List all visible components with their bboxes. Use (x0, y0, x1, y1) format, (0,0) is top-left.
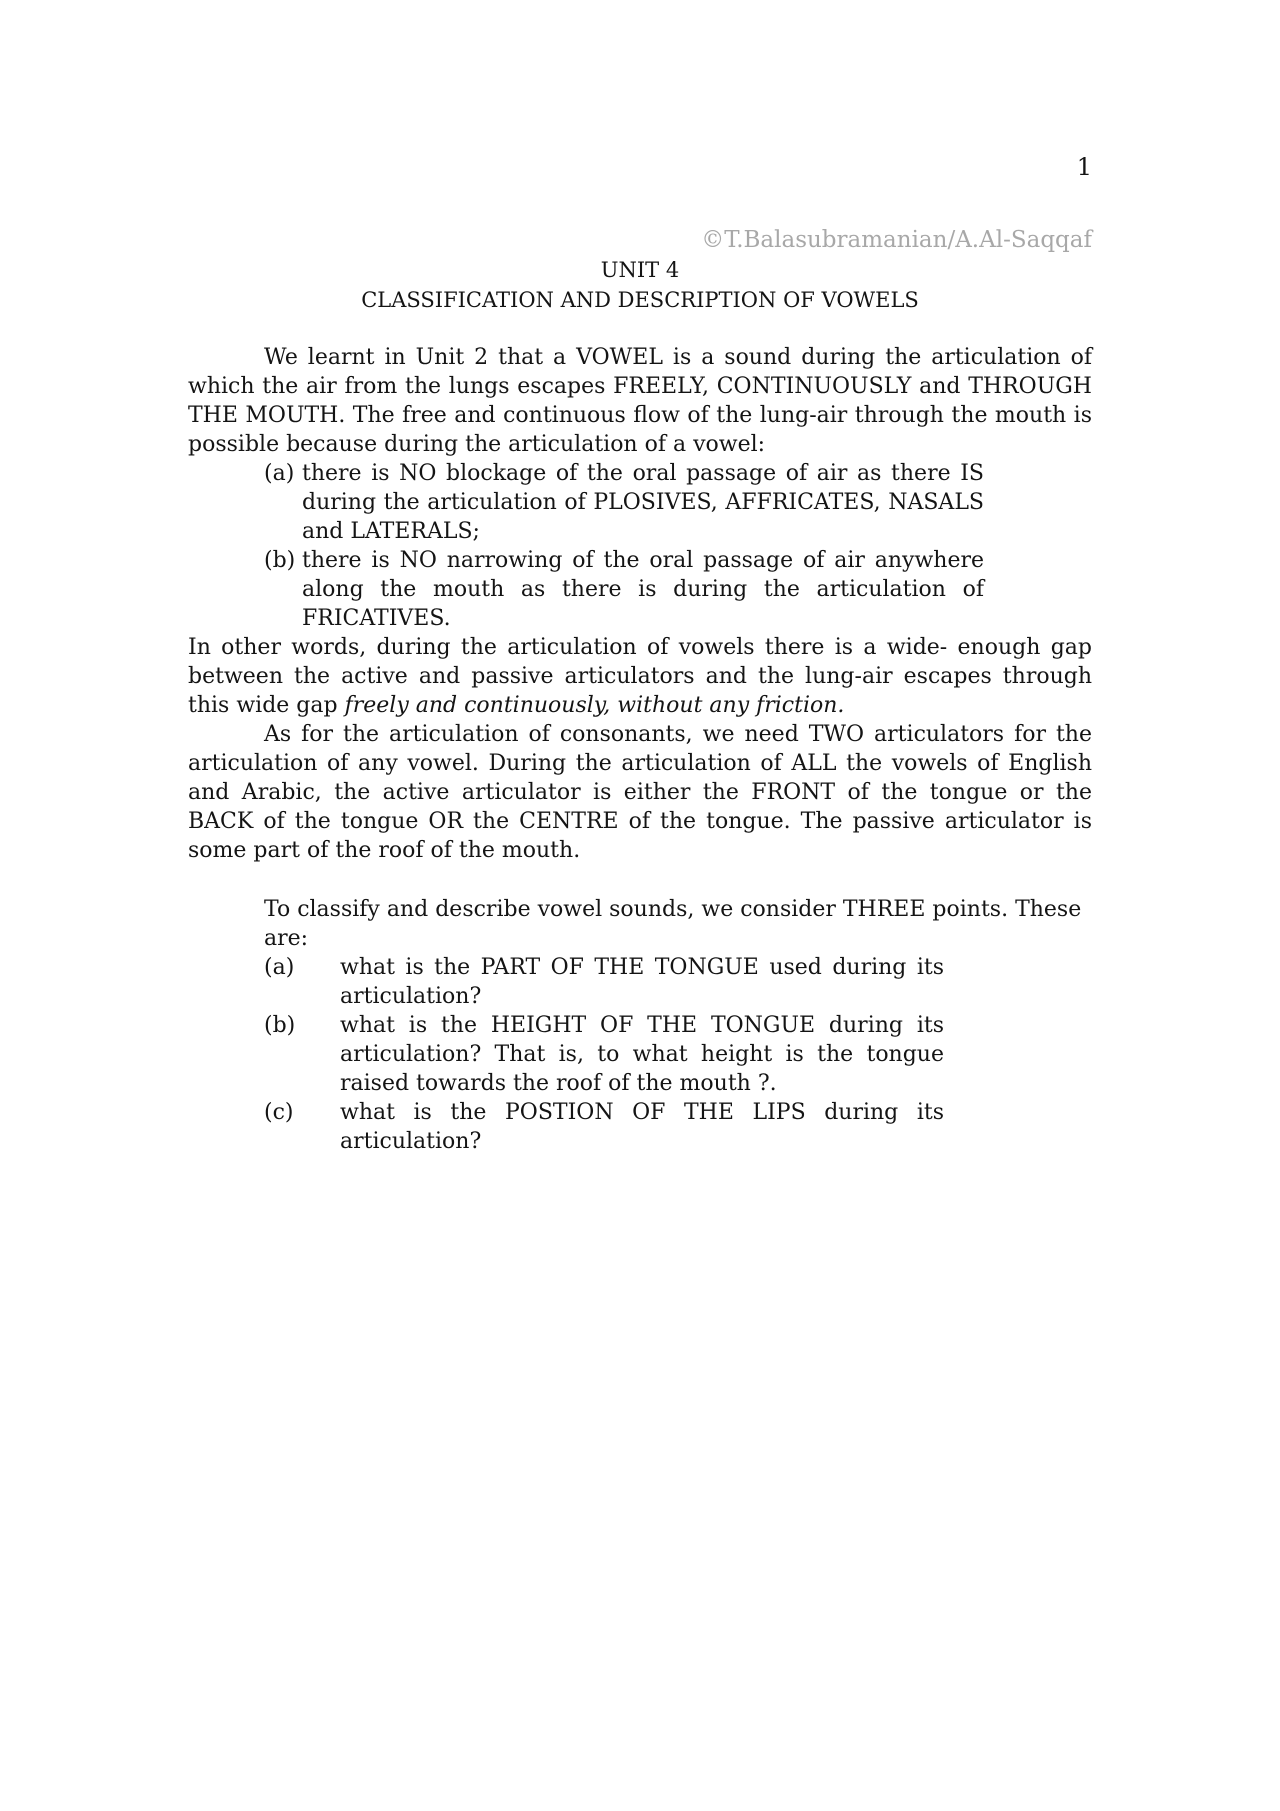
paragraph-intro (188, 343, 1092, 459)
paragraph-text (188, 633, 1092, 720)
unit-title: UNIT 4 (600, 258, 680, 282)
paragraph-text: As for the articulation of consonants, we need TWO articulators for the articulation of any vowel. During the articulation of ALL the vowels of English and Arabic, the active articulator is either the FRONT of the tongue or the BACK of the tongue OR the CENTRE of the tongue. The passive articulator is some part of the roof of the mouth. (188, 722, 1092, 863)
list-item (264, 546, 984, 633)
list-item-text: what is the HEIGHT OF THE TONGUE during its articulation? That is, to what height is the tongue raised towards the roof of the mouth ?. (340, 1013, 944, 1096)
list-item-text: what is the PART OF THE TONGUE used during its articulation? (340, 955, 944, 1009)
paragraph-articulators (188, 720, 1092, 865)
page-number: 1 (1076, 153, 1092, 181)
paragraph-other-words (188, 633, 1092, 720)
list-item-text: there is NO blockage of the oral passage of air as there IS during the articulation of PLOSIVES, AFFRICATES, NASALS and LATERALS; (302, 461, 984, 544)
list-item (264, 953, 944, 1011)
copyright-notice: ©T.Balasubramanian/A.Al-Saqqaf (701, 227, 1092, 253)
list-item-label: (b) (264, 548, 296, 573)
page-heading: CLASSIFICATION AND DESCRIPTION OF VOWELS (361, 288, 919, 312)
list-item (264, 1011, 944, 1098)
paragraph-text: We learnt in Unit 2 that a VOWEL is a sound during the articulation of which the air from the lungs escapes FREELY, CONTINUOUSLY and THROUGH THE MOUTH. The free and continuous flow of the lung-air through the mouth is possible because during the articulation of a vowel: (188, 345, 1092, 457)
paragraph-plain-text: In other words, during the articulation of vowels there is a wide- enough gap between the active and passive articulators and the lung-air escapes through this wide gap (188, 635, 1092, 718)
list-item-label: (a) (264, 955, 295, 980)
conditions-list (264, 459, 984, 633)
list-item (264, 459, 984, 546)
list-item (264, 1098, 944, 1156)
paragraph-italic-text: freely and continuously, without any friction. (344, 693, 845, 718)
list-item-text: what is the POSTION OF THE LIPS during its articulation? (340, 1100, 944, 1154)
list-item-label: (b) (264, 1013, 296, 1038)
list-item-text: there is NO narrowing of the oral passage of air anywhere along the mouth as there is during the articulation of FRICATIVES. (302, 548, 984, 631)
paragraph-three-points: To classify and describe vowel sounds, we consider THREE points. These are: (264, 897, 1082, 951)
list-item-label: (c) (264, 1100, 294, 1125)
list-item-label: (a) (264, 461, 295, 486)
points-list (264, 953, 944, 1156)
